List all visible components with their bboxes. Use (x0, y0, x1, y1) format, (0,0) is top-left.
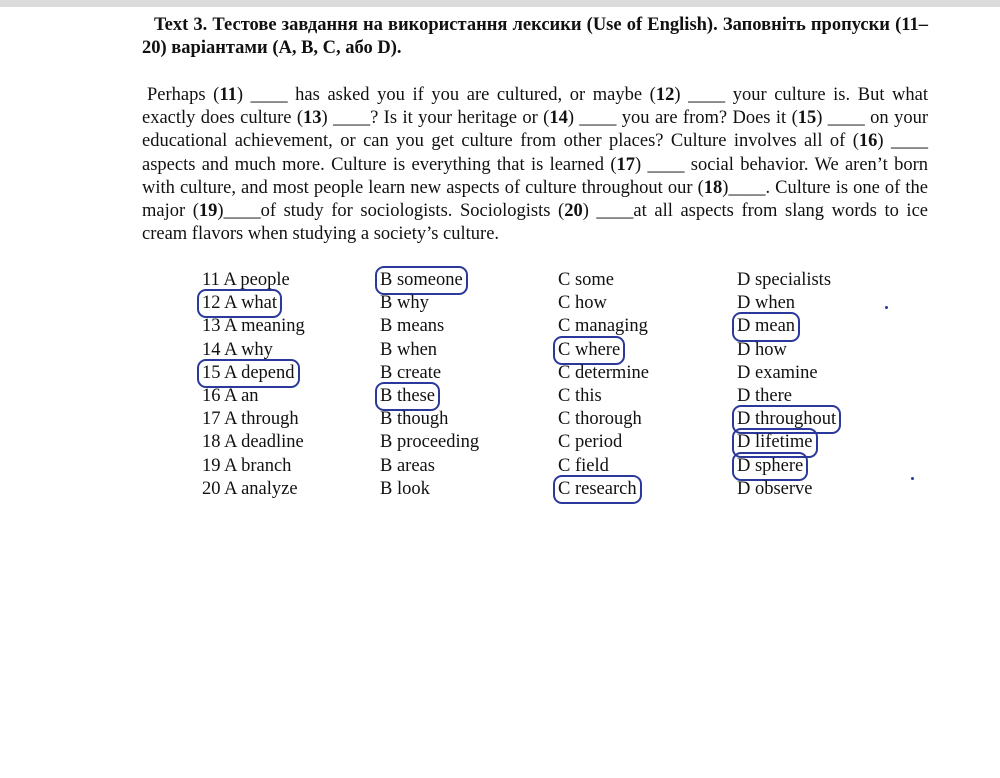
gap-number: 11 (219, 85, 237, 105)
task-heading: Text 3. Тестове завдання на використання лексики (Use of English). Заповніть пропуски (11–20) варіантами (A, B, C, або D). (142, 15, 928, 58)
answer-option: B though (380, 409, 449, 430)
circled-answer-option: D throughout (735, 408, 838, 431)
pen-dot-mark (885, 306, 888, 309)
answer-options-table (0, 269, 1000, 501)
answer-option: B means (380, 316, 445, 337)
answer-option: B proceeding (380, 432, 480, 453)
circled-answer-option: D mean (735, 315, 797, 338)
option-row (0, 269, 1000, 292)
answer-option: B create (380, 362, 442, 383)
gap-number: 14 (549, 108, 568, 129)
gap-number: 16 (858, 131, 878, 152)
answer-option: 20 A analyze (202, 478, 298, 499)
gap-number: 20 (564, 201, 583, 222)
passage-text: ) ____ on your educational achievement, or can you get culture from other places? Culture involves all of ( (142, 108, 928, 152)
passage-text: )____. Culture is one of the major ( (142, 177, 928, 222)
answer-option: 13 A meaning (202, 316, 305, 337)
answer-option: C how (558, 293, 607, 314)
answer-option: D when (737, 293, 796, 314)
answer-option: B why (380, 293, 429, 314)
answer-option: C this (558, 385, 602, 406)
answer-option: 14 A why (202, 339, 273, 360)
pen-dot-mark (911, 477, 914, 480)
answer-option: C some (558, 270, 615, 290)
option-row (0, 362, 1000, 385)
answer-option: B look (380, 478, 430, 499)
passage-text: ) ____ aspects and much more. Culture is everything that is learned ( (142, 131, 929, 175)
answer-option: D how (737, 339, 787, 360)
option-row (0, 339, 1000, 362)
option-row (0, 385, 1000, 408)
answer-option: C thorough (558, 409, 642, 430)
answer-option: 18 A deadline (202, 432, 304, 453)
gap-number: 15 (797, 108, 817, 129)
answer-option: D examine (737, 362, 818, 383)
option-row (0, 408, 1000, 431)
top-border (0, 0, 1000, 7)
answer-option: D there (737, 385, 792, 406)
passage-text: )____of study for sociologists. Sociologists ( (217, 201, 565, 222)
passage-text: Perhaps ( (147, 85, 220, 105)
answer-option: C determine (558, 362, 649, 383)
answer-option: C managing (558, 316, 648, 337)
circled-answer-option: B someone (378, 269, 465, 292)
answer-option: 11 A people (202, 270, 290, 290)
circled-answer-option: 15 A depend (200, 362, 297, 385)
passage-text: ) ____? Is it your heritage or ( (321, 108, 550, 129)
gap-number: 17 (616, 154, 635, 175)
gap-number: 18 (703, 177, 723, 198)
gap-number: 13 (303, 108, 322, 129)
passage-text: ) ____ social behavior. We aren’t born with culture, and most people learn new aspects of culture throughout our ( (142, 154, 928, 198)
passage-text: ) ____at all aspects from slang words to ice cream flavors when studying a society’s culture. (142, 201, 928, 245)
gap-number: 12 (655, 85, 675, 105)
circled-answer-option: B these (378, 385, 437, 408)
answer-option: B when (380, 339, 438, 360)
circled-answer-option: 12 A what (200, 292, 279, 315)
circled-answer-option: D lifetime (735, 431, 815, 454)
answer-option: 17 A through (202, 409, 299, 430)
answer-option: C period (558, 432, 623, 453)
option-row (0, 431, 1000, 454)
cloze-passage (142, 84, 928, 246)
option-row (0, 455, 1000, 478)
circled-answer-option: C where (556, 339, 622, 362)
answer-option: C field (558, 455, 609, 476)
option-row (0, 315, 1000, 338)
passage-text: ) ____ has asked you if you are cultured, or maybe ( (236, 85, 656, 105)
answer-option: 19 A branch (202, 455, 292, 476)
circled-answer-option: C research (556, 478, 639, 501)
answer-option: B areas (380, 455, 435, 476)
passage-text: ) ____ your culture is. But what exactly does culture ( (142, 85, 929, 129)
gap-number: 19 (198, 201, 218, 222)
option-row (0, 292, 1000, 315)
answer-option: D observe (737, 478, 813, 499)
option-row (0, 478, 1000, 501)
circled-answer-option: D sphere (735, 455, 805, 478)
answer-option: D specialists (737, 270, 832, 290)
answer-option: 16 A an (202, 385, 259, 406)
passage-text: ) ____ you are from? Does it ( (567, 108, 798, 129)
